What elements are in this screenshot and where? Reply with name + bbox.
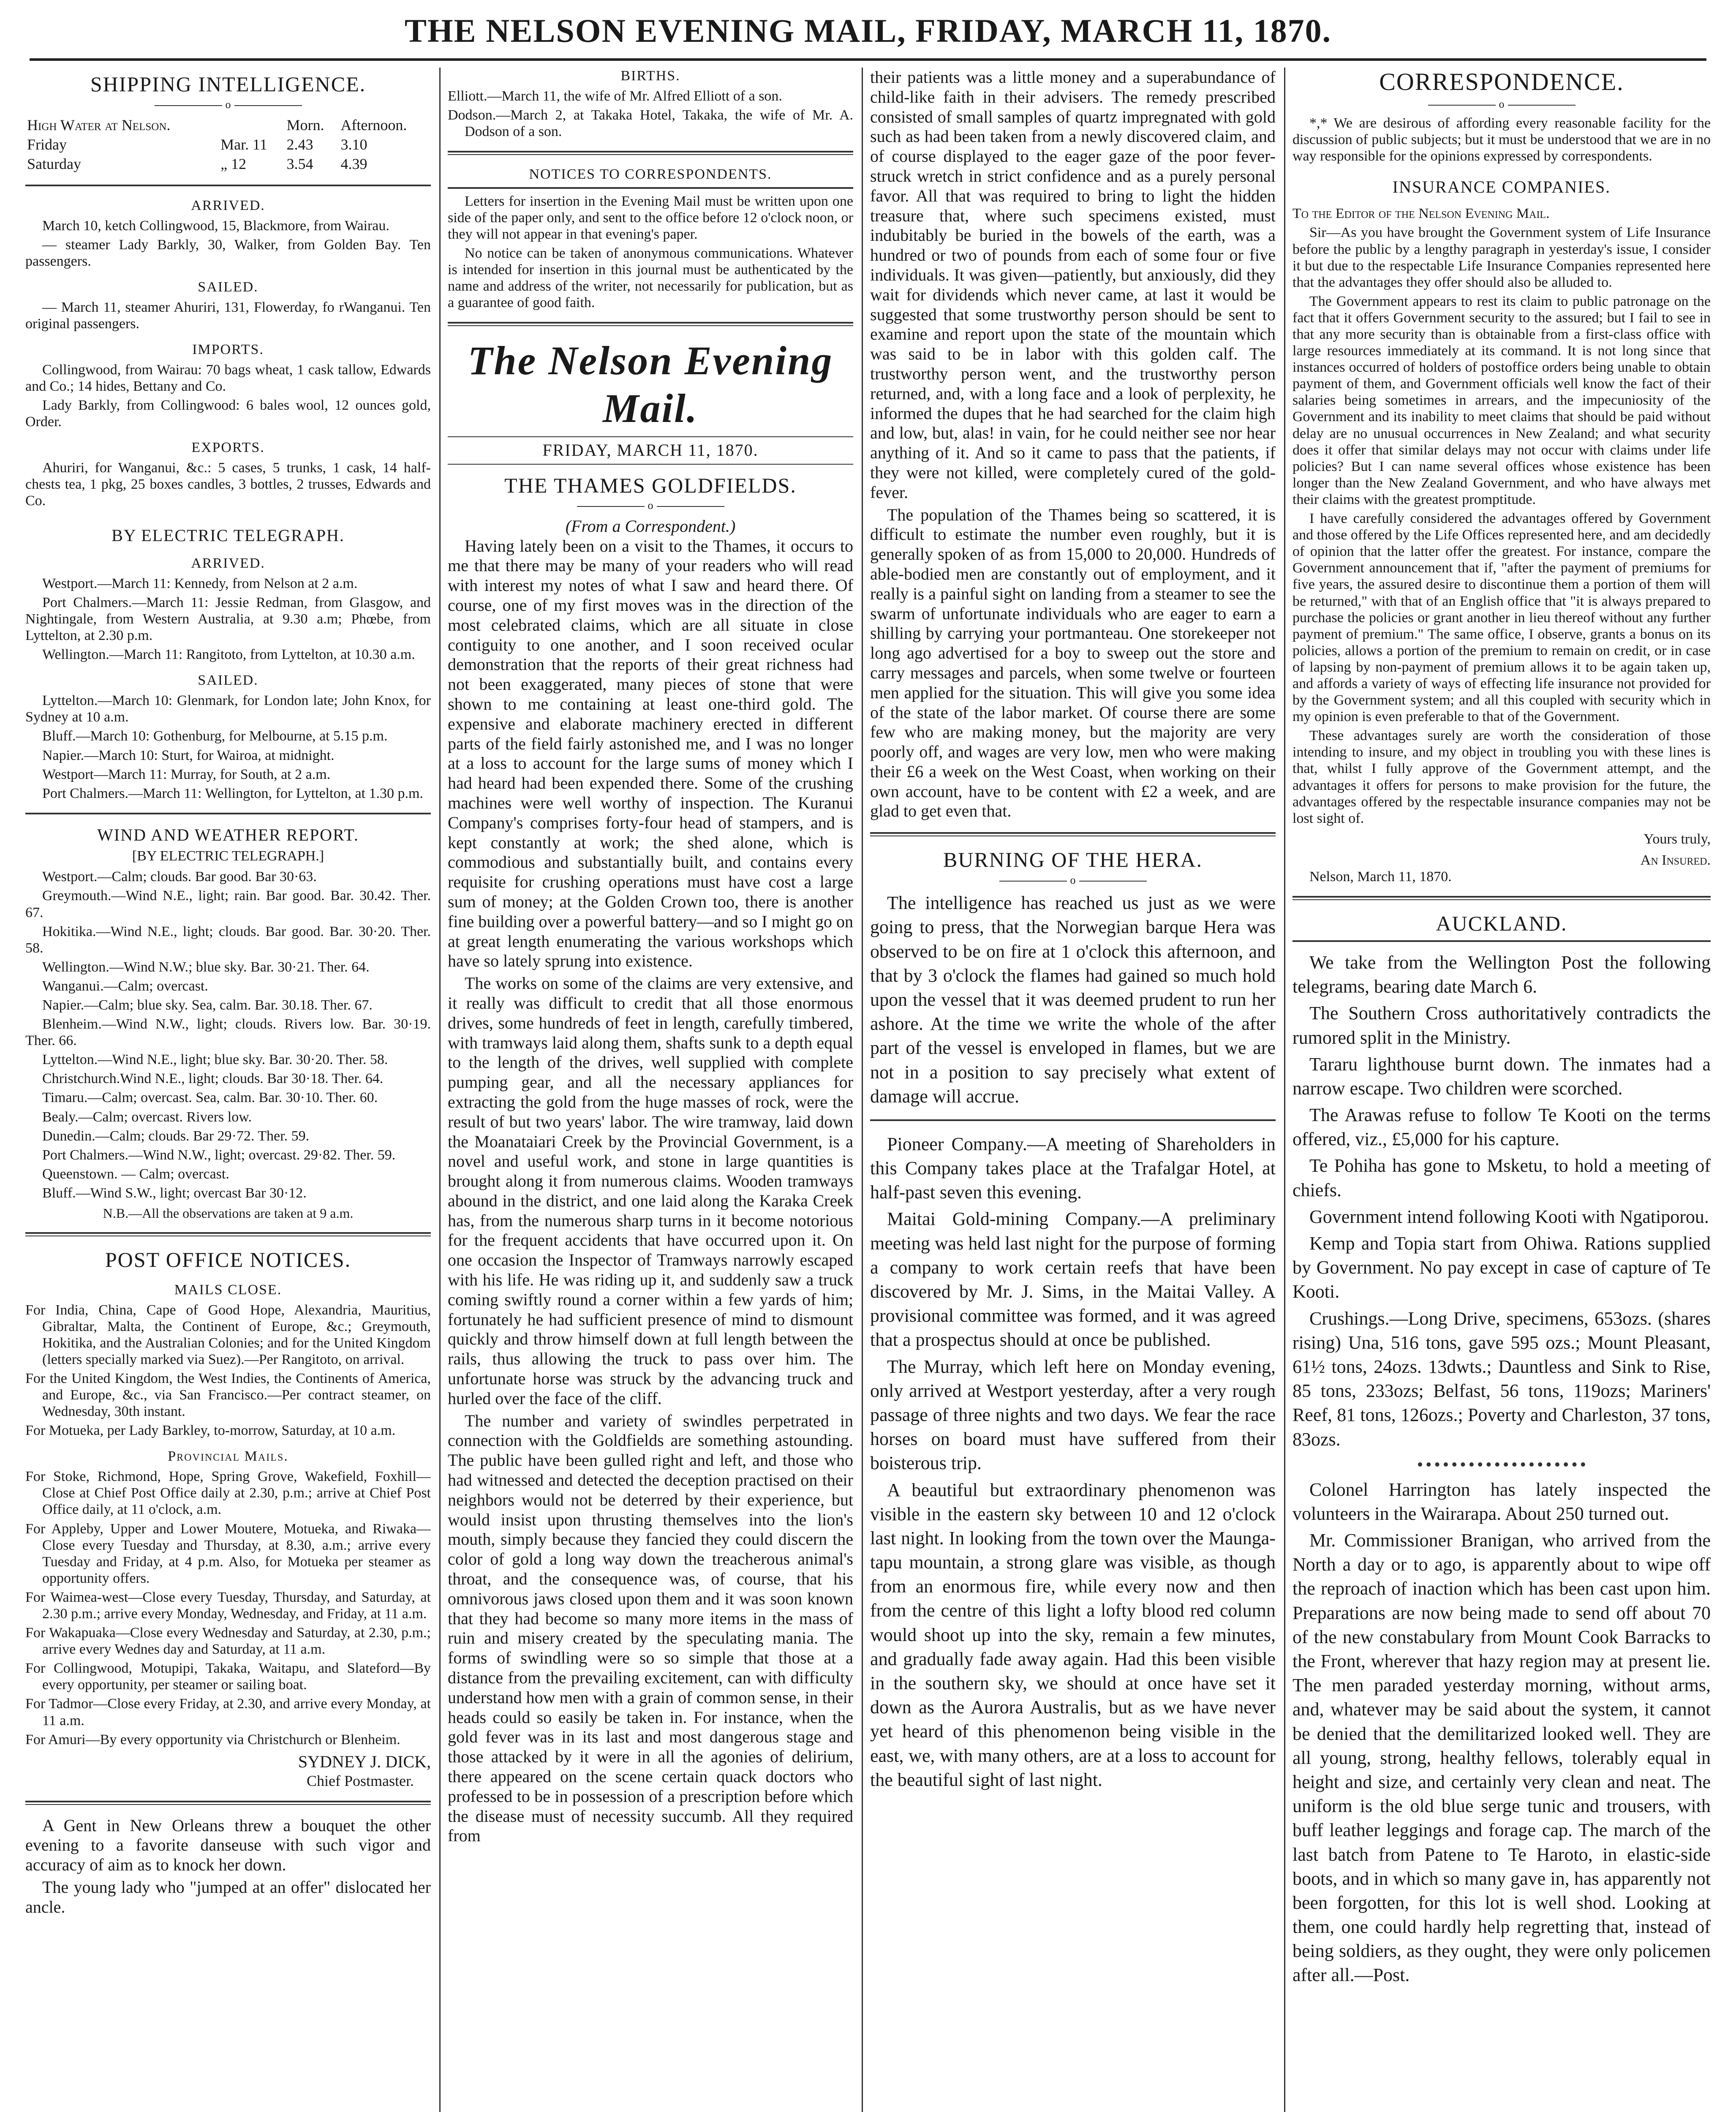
list-item: Port Chalmers.—March 11: Jessie Redman, from Glasgow, and Nightingale, from Western Australia, at 9.30 a.m; Phœbe, from Lyttelton, at 2.30 p.m. [25,595,431,644]
list-item: For Amuri—By every opportunity via Christchurch or Blenheim. [25,1731,400,1747]
tide-cell: 4.39 [340,155,367,173]
column-rule [862,68,863,2112]
letter-signature: An Insured. [1640,852,1711,868]
list-item: Hokitika.—Wind N.E., light; clouds. Bar good. Bar. 30·20. Ther. 58. [25,923,431,956]
list-item: Wellington.—March 11: Rangitoto, from Lyttelton, at 10.30 a.m. [42,647,415,663]
list-item: Napier.—March 10: Sturt, for Wairoa, at midnight. [42,747,335,763]
list-item: Blenheim.—Wind N.W., light; clouds. Rivers low. Bar. 30·19. Ther. 66. [25,1016,431,1049]
list-item: Westport—March 11: Murray, for South, at 2 a.m. [42,766,331,782]
list-item: Timaru.—Calm; overcast. Sea, calm. Bar. 30·10. Ther. 60. [42,1090,378,1106]
correspondence-heading: CORRESPONDENCE. [1379,68,1624,95]
paragraph: Sir—As you have brought the Government system of Life Insurance before the public by a lengthy paragraph in yesterday's issue, I consider it but due to the respectable Life Insurance Companies represented here that the advantages they offer should also be alluded to. [1292,225,1711,290]
paragraph: The works on some of the claims are very extensive, and it really was difficult to credit that all those enormous drives, some hundreds of feet in length, carefully timbered, with tramways laid along them, shafts sunk to a depth equal to the length of the drives, well supplied with complete pumping gear, and all the necessary appliances for extracting the gold from the huge masses of rock, were the result of but two years' labor. The wire tramway, laid down the Moanataiari Creek by the Provincial Government, is a novel and useful work, and stone in large quantities is brought along it from numerous claims. Wooden tramways abound in the district, and one laid along the Karaka Creek has, from the numerous sharp turns in it become notorious for the frequent accidents that have occurred upon it. On one occasion the Inspector of Tramways narrowly escaped with his life. He was riding up it, and suddenly saw a truck coming swiftly round a corner within a few yards of him; fortunately he had sufficient presence of mind to dismount quickly and throw himself down at full length between the rails, thus allowing the truck to pass over him. The unfortunate horse was struck by the advancing truck and hurled over the face of the cliff. [448,974,853,1408]
column-2 [448,68,853,2112]
tide-cell: „ 12 [220,155,247,173]
mails-close-heading: MAILS CLOSE. [174,1282,282,1298]
table-row [25,154,431,174]
tide-cell: Friday [27,136,67,153]
paragraph: A Gent in New Orleans threw a bouquet the other evening to a favorite danseuse with such vigor and accuracy of aim as to knock her down. [25,1815,431,1875]
list-item: Westport.—Calm; clouds. Bar good. Bar 30·63. [42,869,317,885]
paragraph: Having lately been on a visit to the Thames, it occurs to me that there may be many of your readers who will read with interest my notes of what I saw and heard there. Of course, one of my first moves was in the direction of the most celebrated claims, which are all situate in close contiguity to one another, and I soon received ocular demonstration that the reports of their great richness had not been exaggerated, many pieces of stone that were shown to me containing at least one-third gold. The expensive and elaborate machinery erected in different parts of the field fairly astonished me, and I was no longer at a loss to account for the large sums of money which I had heard had been expended there. Some of the crushing machines were well worthy of inspection. The Kuranui Company's comprises forty-four head of stampers, and is kept constantly at work; the shed alone, which is commodious and substantially built, and contains every requisite for crushing operations must have cost a large sum of money; at the Golden Crown too, there is another fine building over a powerful battery—and so I might go on at great length enumerating the various workshops which have so lately sprung into existence. [448,536,853,971]
list-item: — steamer Lady Barkly, 30, Walker, from Golden Bay. Ten passengers. [25,237,431,269]
list-item: — March 11, steamer Ahuriri, 131, Flowerday, fo rWanganui. Ten original passengers. [25,299,431,332]
paragraph: Colonel Harrington has lately inspected the volunteers in the Wairarapa. About 250 turned out. [1292,1479,1711,1524]
list-item: Lyttelton.—March 10: Glenmark, for London late; John Knox, for Sydney at 10 a.m. [25,693,431,725]
column-1 [25,68,431,2112]
paragraph: The population of the Thames being so scattered, it is difficult to estimate the number even roughly, but it is generally spoken of as from 15,000 to 20,000. Hundreds of able-bodied men are constantly out of employment, and it really is a painful sight on landing from a steamer to see the swarm of unfortunate individuals who are eager to earn a shilling by carrying your portmanteau. One storekeeper not long ago advertised for a boy to sweep out the store and carry messages and parcels, when some twelve or fourteen men applied for the situation. This will give you some idea of the state of the labor market. Of course there are some few who are making money, but the majority are very poorly off, and wages are very low, men who were making their £6 a week on the West Coast, when working on their own account, have to be content with £2 a week, and are glad to get even that. [870,505,1276,821]
tide-header: Afternoon. [340,116,407,133]
dateline: FRIDAY, MARCH 11, 1870. [448,436,853,465]
list-item: Government intend following Kooti with Ngatiporou. [1309,1206,1709,1227]
table-row [25,135,431,154]
auckland-list [1292,950,1711,1451]
arrived-heading: ARRIVED. [191,555,265,572]
tide-cell: Mar. 11 [220,136,267,153]
paragraph: The number and variety of swindles perpetrated in connection with the Goldfields are something astounding. The public have been gulled right and left, and those who had witnessed and detected the deception practised on their neighbors would not be deterred by their experience, but would insist upon thrusting themselves into the lion's mouth, simply because they fancied they could discern the color of gold a long way down the treacherous animal's throat, and the consequence was, of course, that his omnivorous jaws closed upon them and it was soon known that they had become so many more items in the mass of ruin and misery created by the speculating mania. The forms of swindling were so so simple that those at a distance from the prevailing excitement, can with difficulty understand how men with a grain of common sense, in their heads could so easily be taken in. For instance, when the gold fever was in its last and most dangerous stage and those attacked by it were in all the agonies of delirium, there appeared on the scene certain quack doctors who professed to be in possession of a prescription before which the disease must of necessity succumb. All they required from [448,1411,853,1845]
list-item: Ahuriri, for Wanganui, &c.: 5 cases, 5 trunks, 1 cask, 14 half-chests tea, 1 pkg, 25 boxes candles, 3 bottles, 2 trusses, Edwards and Co. [25,460,431,509]
list-item: For the United Kingdom, the West Indies, the Continents of America, and Europe, &c., via San Francisco.—Per contract steamer, on Wednesday, 30th instant. [25,1371,431,1420]
list-item: Tararu lighthouse burnt down. The inmates had a narrow escape. Two children were scorched. [1292,1053,1711,1099]
paragraph: A beautiful but extraordinary phenomenon was visible in the eastern sky between 10 and 12 o'clock last night. In looking from the town over the Maunga-tapu mountain, a strong glare was visible, as though from an enormous fire, while every now and then from the centre of this light a lofty blood red column would shoot up into the sky, remain a few minutes, and gradually fade away again. Had this been visible in the southern sky, we should at once have set it down as the Aurora Australis, but as we have never yet heard of this phenomenon being visible in the east, we, with many others, are at a loss to account for the beautiful sight of last night. [870,1479,1276,1790]
column-3 [870,68,1276,2112]
list-item: Greymouth.—Wind N.E., light; rain. Bar good. Bar. 30.42. Ther. 67. [25,888,431,920]
exports-heading: EXPORTS. [191,440,265,456]
list-item: Wanganui.—Calm; overcast. [42,978,208,994]
article-heading: AUCKLAND. [1436,912,1567,936]
article-heading: INSURANCE COMPANIES. [1392,177,1611,196]
paragraph: *,* We are desirous of affording every reasonable facility for the discussion of public subjects; but it must be understood that we are in no way responsible for the opinions expressed by correspondents. [1292,115,1711,164]
imports-heading: IMPORTS. [192,342,264,358]
shipping-heading: SHIPPING INTELLIGENCE. [90,72,366,96]
list-item: Wellington.—Wind N.W.; blue sky. Bar. 30·21. Ther. 64. [42,959,370,975]
list-item: The Southern Cross authoritatively contradicts the rumored split in the Ministry. [1292,1003,1711,1048]
weather-heading: WIND AND WEATHER REPORT. [97,825,359,844]
list-item: Kemp and Topia start from Ohiwa. Rations supplied by Government. No pay except in case of capture of Te Kooti. [1292,1233,1711,1302]
paragraph: The young lady who "jumped at an offer" dislocated her ancle. [25,1878,431,1916]
sailed-heading: SAILED. [198,672,258,689]
list-item: Dunedin.—Calm; clouds. Bar 29·72. Ther. 59. [42,1128,310,1144]
paragraph: The Government appears to rest its claim to public patronage on the fact that it offers Government security to the assured; but I fail to see in that any more security than is obtainable from a first-class office with large resources immediately at its command. It is not long since that instances occurred of holders of postoffice orders being unable to obtain payment of them, and Government officials well know the fact of their salaries being sometimes in arrears, and the impecuniosity of the Government and its inability to meet claims that should be paid without delay are no unusual occurrences in New Zealand; and what security does it offer that similar delays may not occur with claims under life policies? But I can name several offices whose existence has been longer than the New Zealand Government, and who have always met their claims with the greatest promptitude. [1292,293,1711,507]
letter-salutation: To the Editor of the Nelson Evening Mail. [1292,206,1550,222]
article-subheading: (From a Correspondent.) [565,516,736,536]
list-item: March 10, ketch Collingwood, 15, Blackmore, from Wairau. [42,218,389,234]
list-item: Port Chalmers.—Wind N.W., light; overcast. 29·82. Ther. 59. [42,1147,396,1163]
list-item: The Arawas refuse to follow Te Kooti on the terms offered, viz., £5,000 for his capture. [1292,1105,1711,1150]
paper-nameplate: The Nelson Evening Mail. [468,338,833,431]
paragraph: The Murray, which left here on Monday evening, only arrived at Westport yesterday, after a very rough passage of three nights and two days. We fear the race horses on board must have suffered from their boisterous trip. [870,1356,1276,1474]
paragraph: Mr. Commissioner Branigan, who arrived from the North a day or to ago, is apparently about to wipe off the reproach of inaction which has been cast upon him. Preparations are now being made to send off about 70 of the new constabulary from Mount Cook Barracks to the Front, wherever that hazy region may at present lie. The men paraded yesterday morning, without arms, and, whatever may be said about the system, it cannot be denied that the demilitarized looked well. They are all young, strong, healthy fellows, tolerably equal in height and size, and certainly very clean and neat. The uniform is the old blue serge tunic and trousers, with buff leather leggings and forage cap. The march of the last batch from Patene to Te Haroto, in elastic-side boots, and in which so many gave in, has apparently not been forgotten, for this lot is well shod. Looking at them, one could hardly help regretting that, instead of being soldiers, as they ought, they were only policemen after all.—Post. [1292,1530,1711,1986]
births-heading: BIRTHS. [620,68,680,84]
weather-list [25,868,431,1201]
list-item: For Wakapuaka—Close every Wednesday and Saturday, at 2.30, p.m.; arrive every Wednes day and Saturday, at 11 a.m. [25,1625,431,1657]
post-office-heading: POST OFFICE NOTICES. [105,1248,351,1272]
list-item: For Stoke, Richmond, Hope, Spring Grove, Wakefield, Foxhill—Close at Chief Post Office daily at 2.30, p.m.; arrive at Chief Post Office daily, at 11 o'clock, a.m. [25,1469,431,1518]
ornament-rule: o [25,98,431,111]
paragraph: Letters for insertion in the Evening Mail must be written upon one side of the paper only, and sent to the office before 12 o'clock noon, or they will not appear in that evening's paper. [448,193,853,242]
paragraph: No notice can be taken of anonymous communications. Whatever is intended for insertion in this journal must be authenticated by the name and address of the writer, not necessarily for publication, but as a guarantee of good faith. [448,245,853,311]
column-rule [1284,68,1285,2112]
postmaster-title: Chief Postmaster. [307,1772,414,1789]
list-item: Queenstown. — Calm; overcast. [42,1166,229,1182]
list-item: Elliott.—March 11, the wife of Mr. Alfred Elliott of a son. [448,88,782,104]
list-item: Lady Barkly, from Collingwood: 6 bales wool, 12 ounces gold, Order. [25,397,431,430]
paragraph: Pioneer Company.—A meeting of Shareholders in this Company takes place at the Trafalgar Hotel, at half-past seven this evening. [870,1133,1276,1203]
tide-header: High Water at Nelson. [27,116,171,133]
list-item: For Tadmor—Close every Friday, at 2.30, and arrive every Monday, at 11 a.m. [25,1696,431,1728]
list-item: Collingwood, from Wairau: 70 bags wheat, 1 cask tallow, Edwards and Co.; 14 hides, Bettany and Co. [25,362,431,395]
tide-header: Morn. [286,116,324,133]
ornament-rule: o [448,499,853,512]
column-rule [439,68,441,2112]
sailed-heading: SAILED. [198,279,258,295]
letter-signoff: Yours truly, [1643,831,1711,847]
weather-note: N.B.—All the observations are taken at 9 a.m. [103,1206,354,1221]
paragraph: The intelligence has reached us just as we were going to press, that the Norwegian barque Hera was observed to be on fire at 1 o'clock this afternoon, and that by 3 o'clock the flames had gained so much hold upon the vessel that it was deemed prudent to run her ashore. At the time we write the whole of the after part of the vessel is enveloped in flames, but we are not in a position to say precisely what extent of damage will accrue. [870,893,1276,1107]
paragraph: These advantages surely are worth the consideration of those intending to insure, and my object in troubling you with these lines is that, whilst I fully approve of the Government attempt, and the advantages it offers for persons to make provision for the future, the advantages offered by the respectable insurance companies may not be lost sight of. [1292,728,1711,826]
list-item: Dodson.—March 2, at Takaka Hotel, Takaka, the wife of Mr. A. Dodson of a son. [448,107,853,139]
list-item: For India, China, Cape of Good Hope, Alexandria, Mauritius, Gibraltar, Malta, the Continent of Europe, &c.; Greymouth, Hokitika, and the Australian Colonies; and for the United Kingdom (letters specially marked via Suez).—Per Rangitoto, on arrival. [25,1302,431,1368]
list-item: Bealy.—Calm; overcast. Rivers low. [42,1109,252,1125]
arrived-heading: ARRIVED. [191,198,265,214]
list-item: For Motueka, per Lady Barkley, to-morrow, Saturday, at 10 a.m. [25,1423,396,1439]
list-item: Christchurch.Wind N.E., light; clouds. Bar 30·18. Ther. 64. [42,1071,384,1087]
masthead: THE NELSON EVENING MAIL, FRIDAY, MARCH 11, 1870. [30,12,1706,61]
list-item: Te Pohiha has gone to Msketu, to hold a meeting of chiefs. [1292,1155,1711,1200]
ornament-rule: o [1292,98,1711,111]
column-4 [1292,68,1711,2112]
tide-cell: 3.10 [340,136,367,153]
list-item: We take from the Wellington Post the following telegrams, bearing date March 6. [1292,952,1711,997]
tide-cell: 2.43 [286,136,313,153]
list-item: For Appleby, Upper and Lower Moutere, Motueka, and Riwaka—Close every Tuesday and Thursday, at 8.30, a.m.; arrive every Tuesday and Friday, at 4 p.m. Also, for Motueka per steamer as opportunity offers. [25,1521,431,1586]
notices-heading: NOTICES TO CORRESPONDENTS. [529,166,772,182]
paragraph: Maitai Gold-mining Company.—A preliminary meeting was held last night for the purpose of forming a company to work certain reefs that have been discovered by Mr. J. Sims, in the Maitai Valley. A provisional committee was formed, and it was agreed that a prospectus should at once be published. [870,1208,1276,1350]
article-heading: BURNING OF THE HERA. [943,848,1203,872]
list-item: Bluff.—Wind S.W., light; overcast Bar 30·12. [42,1185,307,1201]
telegraph-heading: BY ELECTRIC TELEGRAPH. [112,526,345,545]
ornament-rule: o [870,874,1276,887]
list-item: For Waimea-west—Close every Tuesday, Thursday, and Saturday, at 2.30 p.m.; arrive every Monday, Wednesday, and Friday, at 11 a.m. [25,1589,431,1622]
paragraph: I have carefully considered the advantages offered by Government and those offered by the Life Offices represented here, and am decidedly of opinion that the latter offer the greatest. For instance, compare the Government announcement that if, "after the payment of premiums for five years, the assured desire to discontinue them a portion of them will be returned," with that of an English office that "it is always prepared to purchase the policies or grant another in lieu thereof without any further payment of premium." The same office, I observe, grants a bonus on its policies, allows a portion of the premium to remain on credit, or in case of lapsing by non-payment of premium allows it to be again taken up, and affords a variety of ways of effecting life insurance not provided for by the Government system; and all this coupled with security which in my opinion is even preferable to that of the Government. [1292,511,1711,725]
paragraph: their patients was a little money and a superabundance of child-like faith in their advisers. The remedy prescribed consisted of small samples of quartz impregnated with gold such as had been taken from a newly discovered claim, and of course displayed to the eager gaze of the poor fever-struck wretch in strict confidence and as a purely personal favor. All that was required to bring to light the hidden treasure that, where such specimens existed, must indubitably be buried in the bowels of the earth, was a hundred or two of pounds from each of some four or five individuals. It was given—patiently, but anxiously, did they wait for dividends which never came, at last it would be suggested that some trustworthy person should be sent to examine and report upon the state of the mountain which was said to be in labor with this golden calf. The trustworthy person went, and the trustworthy person returned, and, with a long face and a look of perplexity, he informed the dupes that he had searched for the claim high and low, but, alas! in vain, for he could neither see nor hear anything of it. And so it came to pass that the patients, if they were not killed, were completely cured of the gold-fever. [870,68,1276,502]
list-item: Lyttelton.—Wind N.E., light; blue sky. Bar. 30·20. Ther. 58. [42,1052,388,1068]
list-item: Crushings.—Long Drive, specimens, 653ozs. (shares rising) Una, 516 tons, gave 595 ozs.; Mount Pleasant, 61½ tons, 24ozs. 13dwts.; Dauntless and Sink to Rise, 85 tons, 233ozs; Belfast, 56 tons, 119ozs; Mariners' Reef, 81 tons, 126ozs.; Poverty and Charleston, 37 tons, 83ozs. [1292,1308,1711,1450]
tide-cell: Saturday [27,155,81,173]
provincial-heading: Provincial Mails. [168,1448,288,1464]
article-heading: THE THAMES GOLDFIELDS. [504,473,797,497]
tide-cell: 3.54 [286,155,313,173]
list-item: Westport.—March 11: Kennedy, from Nelson at 2 a.m. [42,575,358,591]
list-item: For Collingwood, Motupipi, Takaka, Waitapu, and Slateford—By every opportunity, per steamer or sailing boat. [25,1660,431,1693]
letter-date: Nelson, March 11, 1870. [1309,869,1452,885]
list-item: Bluff.—March 10: Gothenburg, for Melbourne, at 5.15 p.m. [42,728,388,744]
list-item: Port Chalmers.—March 11: Wellington, for Lyttelton, at 1.30 p.m. [42,785,423,801]
provincial-list [25,1468,431,1748]
postmaster-name: SYDNEY J. DICK, [298,1752,431,1771]
list-item: Napier.—Calm; blue sky. Sea, calm. Bar. 30.18. Ther. 67. [42,997,373,1013]
weather-subheading: [BY ELECTRIC TELEGRAPH.] [132,848,324,864]
tide-table [25,115,431,174]
